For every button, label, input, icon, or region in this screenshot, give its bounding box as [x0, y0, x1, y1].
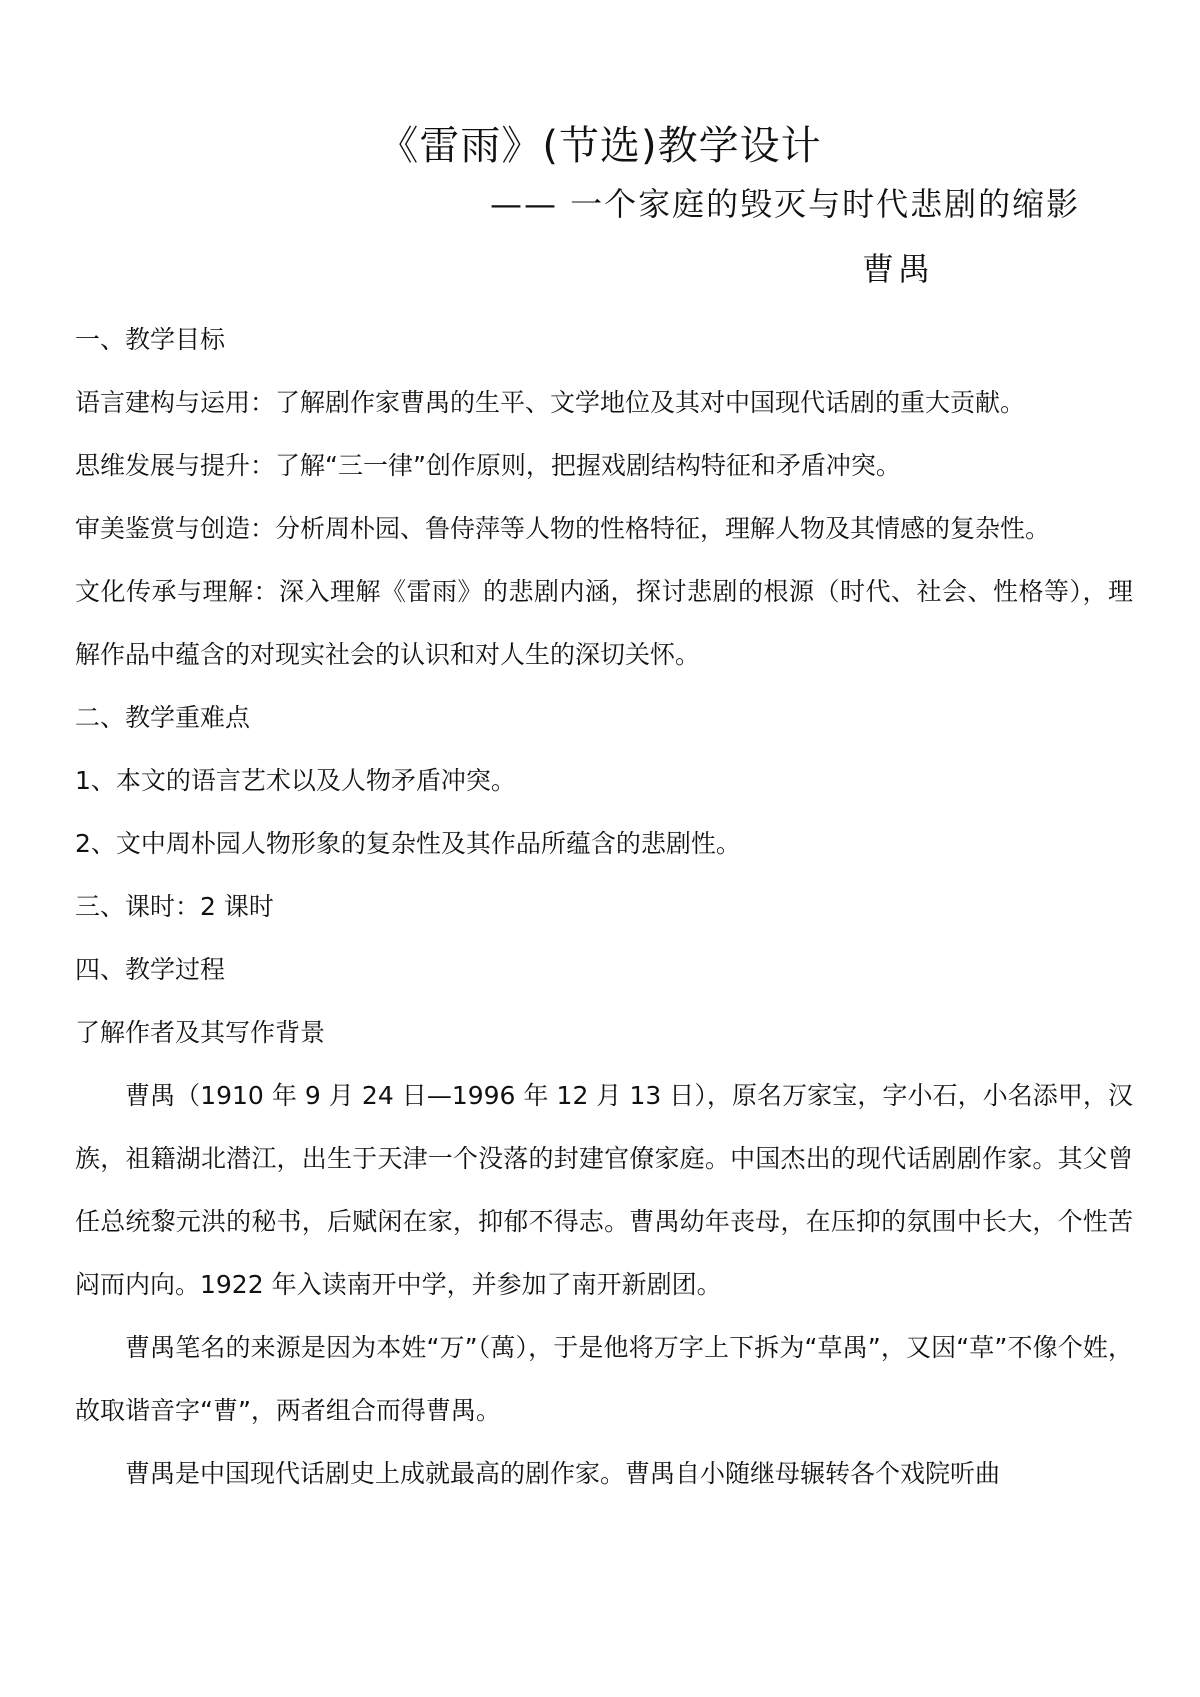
- section-heading-teaching-process: 四、教学过程: [75, 955, 226, 984]
- goal-thinking: 思维发展与提升：了解“三一律”创作原则，把握戏剧结构特征和矛盾冲突。: [75, 451, 901, 480]
- paragraph-achievement: 曹禺是中国现代话剧史上成就最高的剧作家。曹禺自小随继母辗转各个戏院听曲: [125, 1459, 1001, 1488]
- section-heading-class-hours: 三、课时：2 课时: [75, 892, 274, 921]
- document-title: 《雷雨》(节选)教学设计: [378, 123, 822, 169]
- document-author: 曹禺: [862, 250, 935, 288]
- document-body: [75, 308, 1133, 1505]
- goal-language: 语言建构与运用：了解剧作家曹禺的生平、文学地位及其对中国现代话剧的重大贡献。: [75, 388, 1026, 417]
- goal-culture: 文化传承与理解：深入理解《雷雨》的悲剧内涵，探讨悲剧的根源（时代、社会、性格等），理解作品中蕴含的对现实社会的认识和对人生的深切关怀。: [75, 577, 1133, 669]
- key-point-2: 2、文中周朴园人物形象的复杂性及其作品所蕴含的悲剧性。: [75, 829, 741, 858]
- document-subtitle: —— 一个家庭的毁灭与时代悲剧的缩影: [490, 185, 1081, 223]
- sub-heading-author-background: 了解作者及其写作背景: [75, 1018, 326, 1047]
- key-point-1: 1、本文的语言艺术以及人物矛盾冲突。: [75, 766, 516, 795]
- section-heading-key-points: 二、教学重难点: [75, 703, 251, 732]
- paragraph-pen-name: 曹禺笔名的来源是因为本姓“万”（萬），于是他将万字上下拆为“草禺”，又因“草”不像个姓，故取谐音字“曹”，两者组合而得曹禺。: [75, 1333, 1133, 1425]
- goal-aesthetic: 审美鉴赏与创造：分析周朴园、鲁侍萍等人物的性格特征，理解人物及其情感的复杂性。: [75, 514, 1051, 543]
- section-heading-teaching-goals: 一、教学目标: [75, 325, 226, 354]
- paragraph-author-bio: 曹禺（1910 年 9 月 24 日—1996 年 12 月 13 日），原名万家宝，字小石，小名添甲，汉族，祖籍湖北潜江，出生于天津一个没落的封建官僚家庭。中国杰出的现代话剧剧作家。其父曾任总统黎元洪的秘书，后赋闲在家，抑郁不得志。曹禺幼年丧母，在压抑的氛围中长大，个性苦闷而内向。1922 年入读南开中学，并参加了南开新剧团。: [75, 1081, 1133, 1299]
